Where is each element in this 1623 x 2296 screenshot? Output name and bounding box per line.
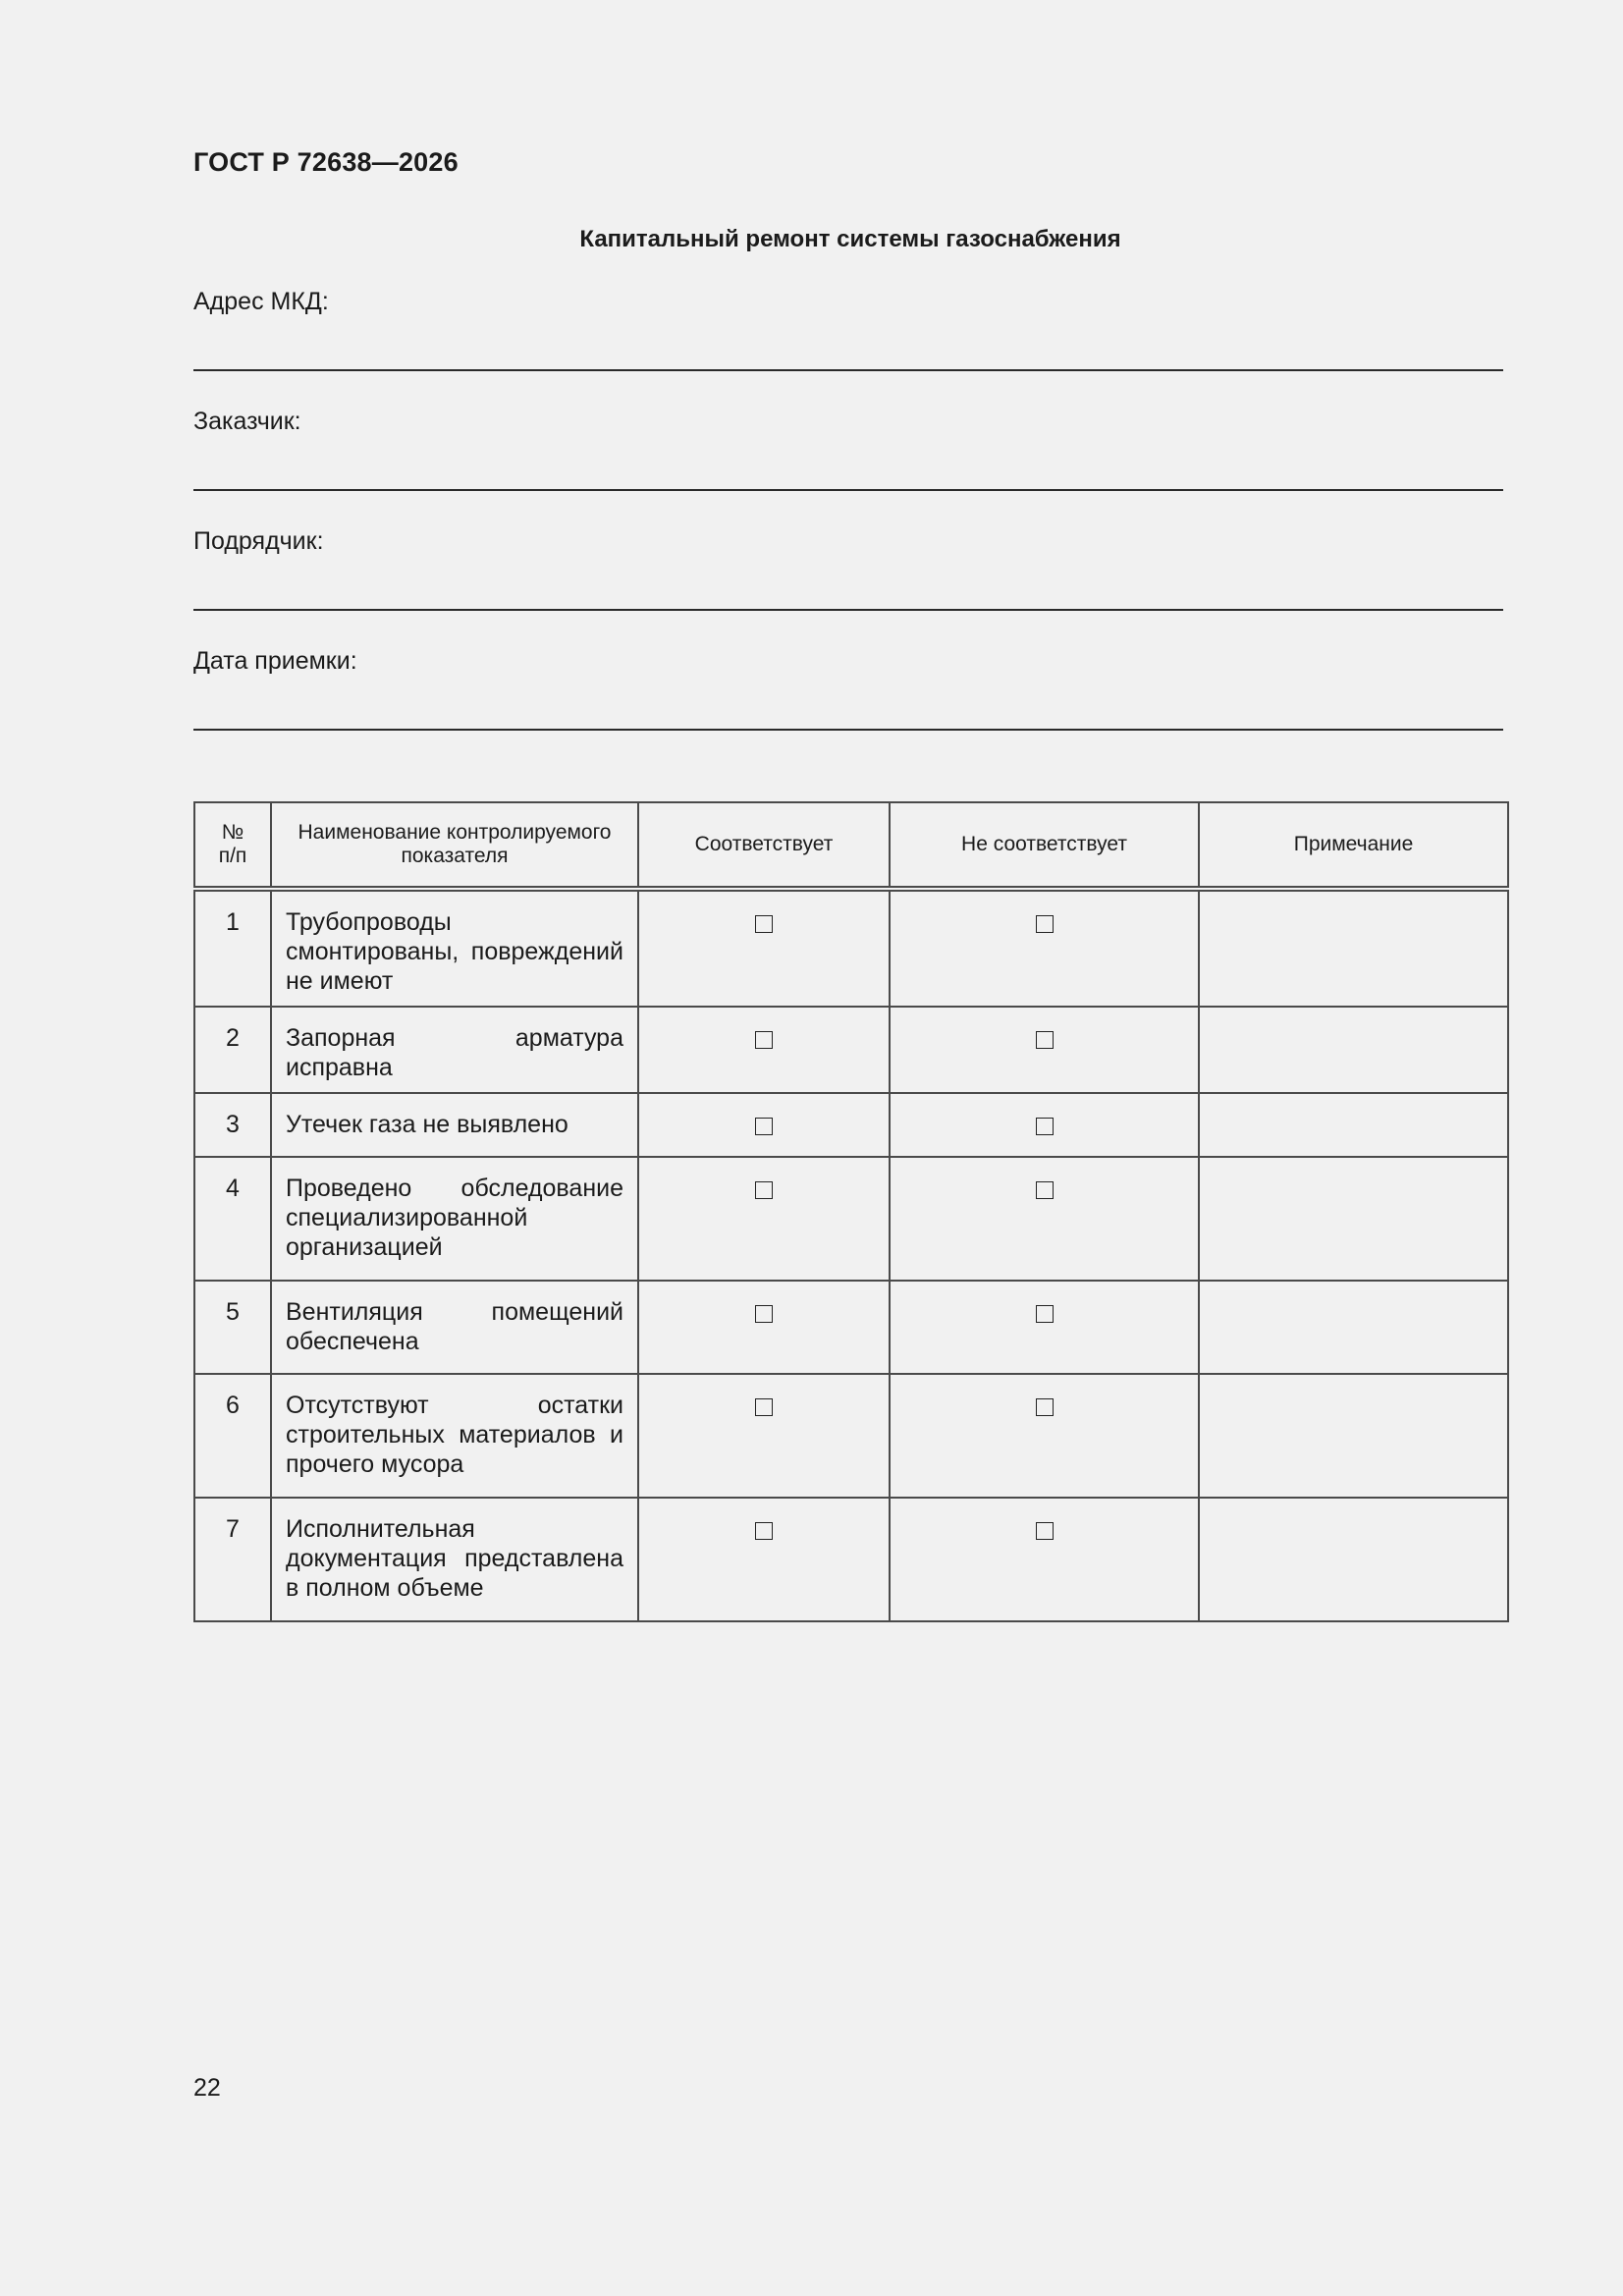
header-name: Наименование контролируемого показателя bbox=[271, 802, 638, 889]
conforms-cell bbox=[638, 1374, 890, 1498]
not-conforms-checkbox[interactable] bbox=[1036, 1305, 1054, 1323]
contractor-field bbox=[193, 526, 1503, 556]
table-row bbox=[194, 1157, 1508, 1281]
conforms-checkbox[interactable] bbox=[755, 1522, 773, 1540]
not-conforms-checkbox[interactable] bbox=[1036, 1522, 1054, 1540]
customer-label: Заказчик: bbox=[193, 408, 301, 435]
not-conforms-cell bbox=[890, 1157, 1199, 1281]
document-code: ГОСТ Р 72638—2026 bbox=[193, 147, 459, 177]
customer-field bbox=[193, 407, 1503, 436]
row-number: 3 bbox=[194, 1093, 271, 1157]
conforms-cell bbox=[638, 1007, 890, 1093]
header-note: Примечание bbox=[1199, 802, 1508, 889]
inspection-checklist-table bbox=[193, 801, 1509, 1622]
note-cell[interactable] bbox=[1199, 1007, 1508, 1093]
acceptance-date-field bbox=[193, 646, 1503, 676]
note-cell[interactable] bbox=[1199, 1374, 1508, 1498]
contractor-fill-line bbox=[193, 609, 1503, 611]
conforms-checkbox[interactable] bbox=[755, 1305, 773, 1323]
not-conforms-checkbox[interactable] bbox=[1036, 1118, 1054, 1135]
not-conforms-checkbox[interactable] bbox=[1036, 1031, 1054, 1049]
row-number: 7 bbox=[194, 1498, 271, 1621]
table-row bbox=[194, 1374, 1508, 1498]
row-number: 4 bbox=[194, 1157, 271, 1281]
row-number: 5 bbox=[194, 1281, 271, 1374]
acceptance-date-fill-line bbox=[193, 729, 1503, 731]
row-number: 1 bbox=[194, 889, 271, 1007]
not-conforms-cell bbox=[890, 1374, 1199, 1498]
table-row bbox=[194, 1281, 1508, 1374]
table-row bbox=[194, 1498, 1508, 1621]
conforms-checkbox[interactable] bbox=[755, 1031, 773, 1049]
not-conforms-cell bbox=[890, 1007, 1199, 1093]
note-cell[interactable] bbox=[1199, 1498, 1508, 1621]
row-indicator-name: Утечек газа не выявлено bbox=[271, 1093, 638, 1157]
conforms-checkbox[interactable] bbox=[755, 1181, 773, 1199]
conforms-cell bbox=[638, 1093, 890, 1157]
table-header-row bbox=[194, 802, 1508, 889]
contractor-label: Подрядчик: bbox=[193, 527, 324, 555]
header-conforms: Соответствует bbox=[638, 802, 890, 889]
address-fill-line bbox=[193, 369, 1503, 371]
row-number: 6 bbox=[194, 1374, 271, 1498]
row-indicator-name: Трубопроводы смонтированы, повреждений не имеют bbox=[271, 889, 638, 1007]
note-cell[interactable] bbox=[1199, 889, 1508, 1007]
table-row bbox=[194, 1007, 1508, 1093]
customer-fill-line bbox=[193, 489, 1503, 491]
note-cell[interactable] bbox=[1199, 1093, 1508, 1157]
conforms-cell bbox=[638, 1281, 890, 1374]
not-conforms-cell bbox=[890, 1498, 1199, 1621]
row-indicator-name: Отсутствуют остатки строительных материалов и прочего мусора bbox=[271, 1374, 638, 1498]
address-field bbox=[193, 287, 1503, 316]
conforms-checkbox[interactable] bbox=[755, 1118, 773, 1135]
address-label: Адрес МКД: bbox=[193, 288, 329, 315]
header-not-conforms: Не соответствует bbox=[890, 802, 1199, 889]
form-title: Капитальный ремонт системы газоснабжения bbox=[579, 226, 1121, 252]
row-number: 2 bbox=[194, 1007, 271, 1093]
not-conforms-cell bbox=[890, 1281, 1199, 1374]
not-conforms-checkbox[interactable] bbox=[1036, 1181, 1054, 1199]
conforms-cell bbox=[638, 1498, 890, 1621]
conforms-cell bbox=[638, 889, 890, 1007]
not-conforms-cell bbox=[890, 1093, 1199, 1157]
table-row bbox=[194, 889, 1508, 1007]
row-indicator-name: Исполнительная документация представлена в полном объеме bbox=[271, 1498, 638, 1621]
acceptance-date-label: Дата приемки: bbox=[193, 647, 357, 675]
row-indicator-name: Проведено обследование специализированной организацией bbox=[271, 1157, 638, 1281]
note-cell[interactable] bbox=[1199, 1157, 1508, 1281]
not-conforms-cell bbox=[890, 889, 1199, 1007]
conforms-checkbox[interactable] bbox=[755, 915, 773, 933]
note-cell[interactable] bbox=[1199, 1281, 1508, 1374]
table-row bbox=[194, 1093, 1508, 1157]
not-conforms-checkbox[interactable] bbox=[1036, 915, 1054, 933]
not-conforms-checkbox[interactable] bbox=[1036, 1398, 1054, 1416]
page-number: 22 bbox=[193, 2074, 221, 2102]
header-num: № п/п bbox=[194, 802, 271, 889]
row-indicator-name: Запорная арматура исправна bbox=[271, 1007, 638, 1093]
row-indicator-name: Вентиляция помещений обеспечена bbox=[271, 1281, 638, 1374]
conforms-cell bbox=[638, 1157, 890, 1281]
conforms-checkbox[interactable] bbox=[755, 1398, 773, 1416]
